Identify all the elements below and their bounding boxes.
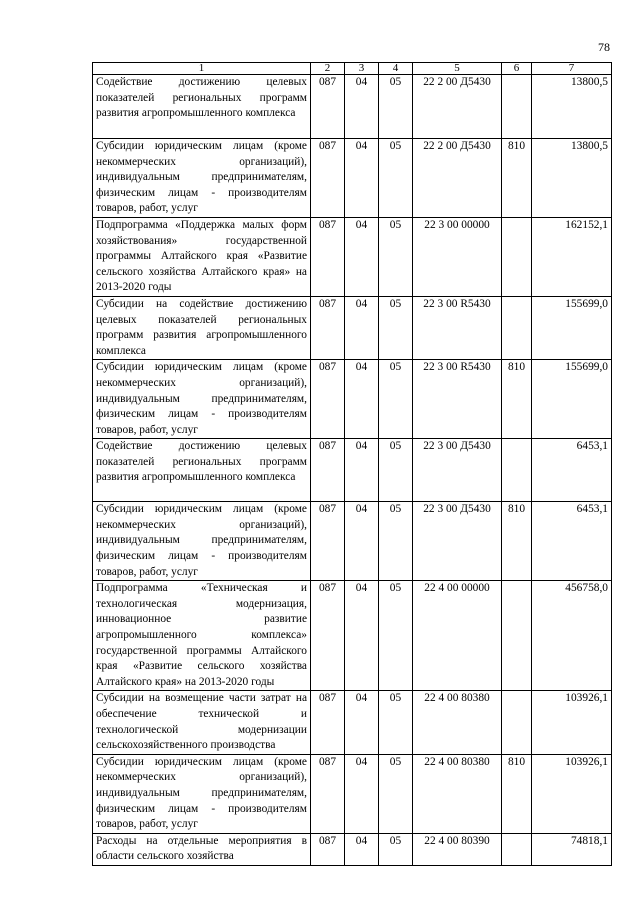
column-number: 4 bbox=[379, 63, 413, 75]
row-description: Подпрограмма «Техническая и технологическая модернизация, инновационное развитие агропромышленного комплекса» государственной программы Алтайского края «Развитие сельского хозяйства Алтайского края» на 2013-2020 годы bbox=[93, 581, 311, 691]
subsection-code: 05 bbox=[379, 139, 413, 218]
amount-value: 6453,1 bbox=[532, 502, 612, 581]
section-code: 04 bbox=[345, 754, 379, 833]
table-row bbox=[93, 502, 612, 581]
amount-value: 162152,1 bbox=[532, 217, 612, 296]
row-description: Подпрограмма «Поддержка малых форм хозяйствования» государственной программы Алтайского края «Развитие сельского хозяйства Алтайского края» на 2013-2020 годы bbox=[93, 217, 311, 296]
table-row bbox=[93, 833, 612, 865]
subsection-code: 05 bbox=[379, 439, 413, 502]
table-row bbox=[93, 296, 612, 359]
ministry-code: 087 bbox=[311, 217, 345, 296]
column-number: 1 bbox=[93, 63, 311, 75]
ministry-code: 087 bbox=[311, 502, 345, 581]
expense-type-code: 810 bbox=[502, 139, 532, 218]
amount-value: 13800,5 bbox=[532, 139, 612, 218]
amount-value: 456758,0 bbox=[532, 581, 612, 691]
ministry-code: 087 bbox=[311, 833, 345, 865]
target-article-code: 22 3 00 00000 bbox=[413, 217, 502, 296]
budget-table bbox=[92, 62, 612, 866]
target-article-code: 22 2 00 Д5430 bbox=[413, 75, 502, 139]
row-description: Содействие достижению целевых показателей региональных программ развития агропромышленного комплекса bbox=[93, 439, 311, 502]
section-code: 04 bbox=[345, 75, 379, 139]
table-row bbox=[93, 439, 612, 502]
target-article-code: 22 2 00 Д5430 bbox=[413, 139, 502, 218]
subsection-code: 05 bbox=[379, 75, 413, 139]
ministry-code: 087 bbox=[311, 691, 345, 754]
amount-value: 6453,1 bbox=[532, 439, 612, 502]
subsection-code: 05 bbox=[379, 581, 413, 691]
expense-type-code: 810 bbox=[502, 754, 532, 833]
section-code: 04 bbox=[345, 139, 379, 218]
row-description: Субсидии на содействие достижению целевых показателей региональных программ развития агропромышленного комплекса bbox=[93, 296, 311, 359]
column-number: 7 bbox=[532, 63, 612, 75]
ministry-code: 087 bbox=[311, 754, 345, 833]
row-description: Субсидии юридическим лицам (кроме некоммерческих организаций), индивидуальным предпринимателям, физическим лицам - производителям товаров, работ, услуг bbox=[93, 502, 311, 581]
table-row bbox=[93, 754, 612, 833]
ministry-code: 087 bbox=[311, 296, 345, 359]
row-description: Расходы на отдельные мероприятия в области сельского хозяйства bbox=[93, 833, 311, 865]
expense-type-code bbox=[502, 75, 532, 139]
target-article-code: 22 4 00 80390 bbox=[413, 833, 502, 865]
section-code: 04 bbox=[345, 296, 379, 359]
target-article-code: 22 3 00 Д5430 bbox=[413, 439, 502, 502]
subsection-code: 05 bbox=[379, 833, 413, 865]
row-description: Субсидии юридическим лицам (кроме некоммерческих организаций), индивидуальным предпринимателям, физическим лицам - производителям товаров, работ, услуг bbox=[93, 139, 311, 218]
column-number: 5 bbox=[413, 63, 502, 75]
section-code: 04 bbox=[345, 581, 379, 691]
ministry-code: 087 bbox=[311, 439, 345, 502]
section-code: 04 bbox=[345, 360, 379, 439]
table-row bbox=[93, 360, 612, 439]
row-description: Субсидии юридическим лицам (кроме некоммерческих организаций), индивидуальным предпринимателям, физическим лицам - производителям товаров, работ, услуг bbox=[93, 754, 311, 833]
expense-type-code bbox=[502, 691, 532, 754]
subsection-code: 05 bbox=[379, 296, 413, 359]
column-number-row bbox=[93, 63, 612, 75]
column-number: 2 bbox=[311, 63, 345, 75]
amount-value: 155699,0 bbox=[532, 360, 612, 439]
section-code: 04 bbox=[345, 439, 379, 502]
table-row bbox=[93, 75, 612, 139]
expense-type-code bbox=[502, 581, 532, 691]
table-row bbox=[93, 691, 612, 754]
expense-type-code bbox=[502, 217, 532, 296]
subsection-code: 05 bbox=[379, 360, 413, 439]
ministry-code: 087 bbox=[311, 360, 345, 439]
subsection-code: 05 bbox=[379, 754, 413, 833]
page-number: 78 bbox=[598, 40, 610, 54]
expense-type-code bbox=[502, 296, 532, 359]
target-article-code: 22 3 00 R5430 bbox=[413, 296, 502, 359]
target-article-code: 22 4 00 80380 bbox=[413, 754, 502, 833]
column-number: 3 bbox=[345, 63, 379, 75]
ministry-code: 087 bbox=[311, 581, 345, 691]
row-description: Содействие достижению целевых показателей региональных программ развития агропромышленного комплекса bbox=[93, 75, 311, 139]
amount-value: 155699,0 bbox=[532, 296, 612, 359]
row-description: Субсидии юридическим лицам (кроме некоммерческих организаций), индивидуальным предпринимателям, физическим лицам - производителям товаров, работ, услуг bbox=[93, 360, 311, 439]
target-article-code: 22 4 00 00000 bbox=[413, 581, 502, 691]
amount-value: 13800,5 bbox=[532, 75, 612, 139]
subsection-code: 05 bbox=[379, 502, 413, 581]
column-number: 6 bbox=[502, 63, 532, 75]
expense-type-code bbox=[502, 439, 532, 502]
amount-value: 103926,1 bbox=[532, 691, 612, 754]
expense-type-code: 810 bbox=[502, 360, 532, 439]
table-row bbox=[93, 139, 612, 218]
amount-value: 103926,1 bbox=[532, 754, 612, 833]
target-article-code: 22 4 00 80380 bbox=[413, 691, 502, 754]
target-article-code: 22 3 00 R5430 bbox=[413, 360, 502, 439]
expense-type-code bbox=[502, 833, 532, 865]
ministry-code: 087 bbox=[311, 75, 345, 139]
section-code: 04 bbox=[345, 691, 379, 754]
target-article-code: 22 3 00 Д5430 bbox=[413, 502, 502, 581]
ministry-code: 087 bbox=[311, 139, 345, 218]
subsection-code: 05 bbox=[379, 691, 413, 754]
section-code: 04 bbox=[345, 833, 379, 865]
expense-type-code: 810 bbox=[502, 502, 532, 581]
table-row bbox=[93, 217, 612, 296]
table-row bbox=[93, 581, 612, 691]
subsection-code: 05 bbox=[379, 217, 413, 296]
row-description: Субсидии на возмещение части затрат на обеспечение технической и технологической модернизации сельскохозяйственного производства bbox=[93, 691, 311, 754]
amount-value: 74818,1 bbox=[532, 833, 612, 865]
section-code: 04 bbox=[345, 502, 379, 581]
section-code: 04 bbox=[345, 217, 379, 296]
